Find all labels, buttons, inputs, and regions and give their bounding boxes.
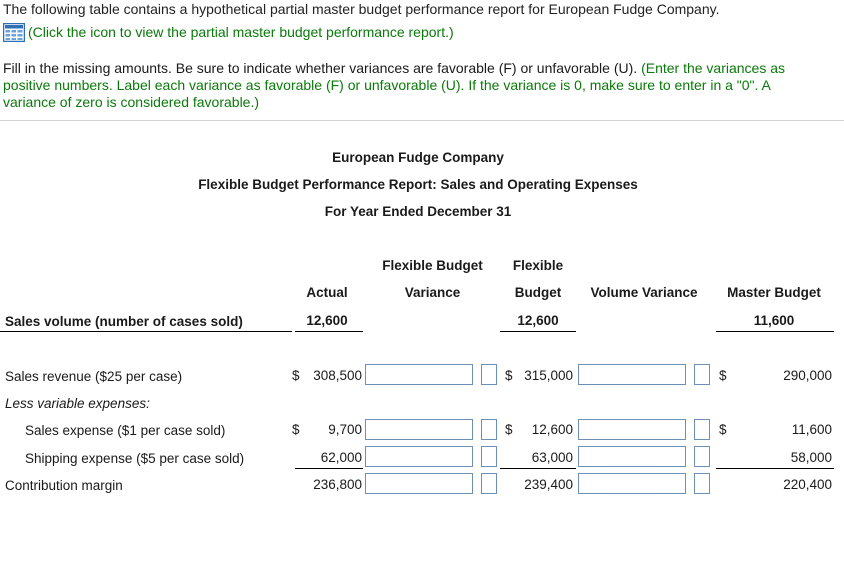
shipping-expense-fb-variance-input[interactable] <box>365 446 473 467</box>
row-label-sales-expense: Sales expense ($1 per case sold) <box>25 423 226 438</box>
shipping-expense-flexible: 63,000 <box>531 450 573 465</box>
instructions-main: Fill in the missing amounts. Be sure to indicate whether variances are favorable (F) or unfavorable (U). <box>3 60 638 76</box>
currency-symbol: $ <box>292 422 300 437</box>
currency-symbol: $ <box>719 368 727 383</box>
row-label-less-variable: Less variable expenses: <box>5 396 150 411</box>
header-volume-variance: Volume Variance <box>590 285 698 300</box>
contribution-margin-actual: 236,800 <box>313 477 362 492</box>
sales-expense-master: 11,600 <box>791 422 832 437</box>
view-report-link[interactable]: (Click the icon to view the partial master budget performance report.) <box>28 24 454 40</box>
header-actual: Actual <box>306 285 348 300</box>
contribution-margin-master: 220,400 <box>783 477 832 492</box>
shipping-expense-master: 58,000 <box>790 450 832 465</box>
sales-revenue-master: 290,000 <box>783 368 832 383</box>
report-title: Flexible Budget Performance Report: Sales and Operating Expenses <box>198 177 638 192</box>
sales-revenue-actual: 308,500 <box>313 368 362 383</box>
header-fb-variance-line1: Flexible Budget <box>382 258 483 273</box>
sales-volume-flexible: 12,600 <box>517 313 559 328</box>
currency-symbol: $ <box>505 422 513 437</box>
contribution-margin-volume-variance-input[interactable] <box>578 473 686 494</box>
row-label-sales-volume: Sales volume (number of cases sold) <box>5 314 243 329</box>
instructions <box>3 60 823 111</box>
header-flexible-line1: Flexible <box>512 258 564 273</box>
sales-revenue-volume-variance-input[interactable] <box>578 364 686 385</box>
shipping-expense-fb-variance-fu-input[interactable] <box>481 446 497 467</box>
currency-symbol: $ <box>719 422 727 437</box>
sales-expense-fb-variance-input[interactable] <box>365 419 473 440</box>
subtotal-line <box>716 468 834 469</box>
sales-revenue-fb-variance-input[interactable] <box>365 364 473 385</box>
row-underline <box>295 331 363 332</box>
sales-expense-fb-variance-fu-input[interactable] <box>481 419 497 440</box>
instructions-note: (Enter the variances as positive numbers. Label each variance as favorable (F) or unfavorable (U). If the variance is 0, make sure to enter in a "0". A variance of zero is considered favorable.) <box>3 60 786 110</box>
sales-expense-volume-variance-fu-input[interactable] <box>694 419 710 440</box>
sales-expense-volume-variance-input[interactable] <box>578 419 686 440</box>
sales-expense-flexible: 12,600 <box>531 422 573 437</box>
sales-revenue-fb-variance-fu-input[interactable] <box>481 364 497 385</box>
sales-volume-actual: 12,600 <box>306 313 348 328</box>
contribution-margin-fb-variance-input[interactable] <box>365 473 473 494</box>
row-underline <box>716 331 834 332</box>
currency-symbol: $ <box>505 368 513 383</box>
shipping-expense-volume-variance-fu-input[interactable] <box>694 446 710 467</box>
sales-expense-actual: 9,700 <box>328 422 362 437</box>
sales-revenue-volume-variance-fu-input[interactable] <box>694 364 710 385</box>
report-period: For Year Ended December 31 <box>324 204 512 219</box>
subtotal-line <box>295 468 363 469</box>
report-company: European Fudge Company <box>332 150 504 165</box>
contribution-margin-fb-variance-fu-input[interactable] <box>481 473 497 494</box>
row-label-shipping-expense: Shipping expense ($5 per case sold) <box>25 451 245 466</box>
contribution-margin-volume-variance-fu-input[interactable] <box>694 473 710 494</box>
sales-volume-master: 11,600 <box>753 313 795 328</box>
header-flexible-line2: Budget <box>514 285 562 300</box>
currency-symbol: $ <box>292 368 300 383</box>
shipping-expense-actual: 62,000 <box>320 450 362 465</box>
table-icon[interactable] <box>3 23 25 42</box>
row-label-sales-revenue: Sales revenue ($25 per case) <box>5 369 183 384</box>
header-fb-variance-line2: Variance <box>404 285 461 300</box>
intro-text: The following table contains a hypothetical partial master budget performance report for European Fudge Company. <box>3 1 720 17</box>
sales-revenue-flexible: 315,000 <box>524 368 573 383</box>
contribution-margin-flexible: 239,400 <box>524 477 573 492</box>
row-underline <box>0 331 292 332</box>
report-link-row[interactable] <box>3 21 454 43</box>
row-underline <box>500 331 576 332</box>
header-master-budget: Master Budget <box>727 285 821 300</box>
shipping-expense-volume-variance-input[interactable] <box>578 446 686 467</box>
divider <box>0 120 844 121</box>
subtotal-line <box>500 468 576 469</box>
row-label-contribution-margin: Contribution margin <box>5 478 123 493</box>
